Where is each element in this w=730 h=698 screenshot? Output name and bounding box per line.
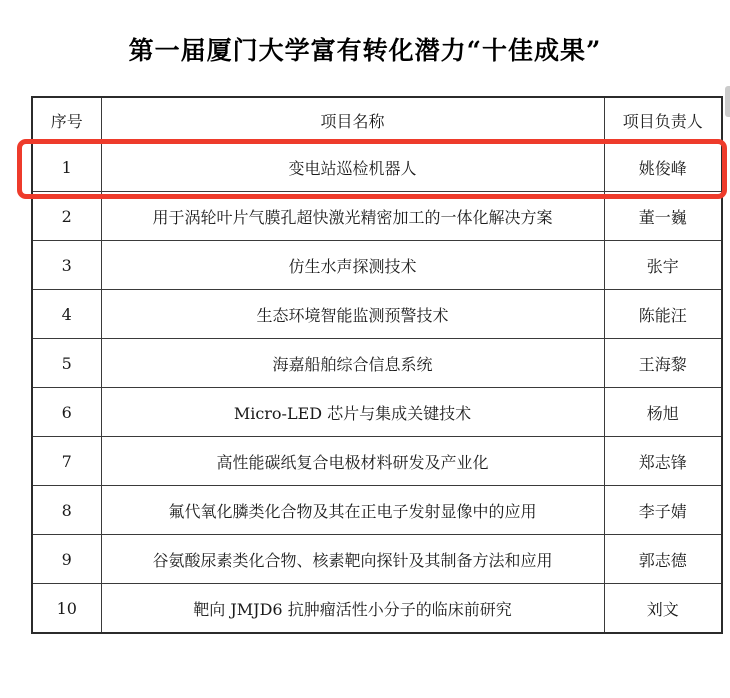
cell-serial-number: 5 (32, 339, 101, 388)
cell-project-leader: 姚俊峰 (604, 143, 722, 192)
cell-serial-number: 4 (32, 290, 101, 339)
table-row[interactable] (32, 584, 722, 634)
cell-serial-number: 3 (32, 241, 101, 290)
cell-project-name: 海嘉船舶综合信息系统 (101, 339, 604, 388)
cell-project-name: 用于涡轮叶片气膜孔超快激光精密加工的一体化解决方案 (101, 192, 604, 241)
cell-project-name: 仿生水声探测技术 (101, 241, 604, 290)
cell-project-leader: 陈能汪 (604, 290, 722, 339)
table-row[interactable] (32, 437, 722, 486)
cell-serial-number: 2 (32, 192, 101, 241)
cell-project-leader: 郑志锋 (604, 437, 722, 486)
cell-serial-number: 6 (32, 388, 101, 437)
cell-project-leader: 杨旭 (604, 388, 722, 437)
table-row[interactable] (32, 388, 722, 437)
cell-serial-number: 10 (32, 584, 101, 634)
cell-project-name: Micro-LED 芯片与集成关键技术 (101, 388, 604, 437)
scrollbar-thumb[interactable] (725, 86, 730, 117)
results-table (31, 96, 723, 634)
table-row[interactable] (32, 192, 722, 241)
header-project-name: 项目名称 (101, 97, 604, 143)
header-serial-number: 序号 (32, 97, 101, 143)
table-row[interactable] (32, 535, 722, 584)
table-row[interactable] (32, 339, 722, 388)
cell-serial-number: 9 (32, 535, 101, 584)
cell-project-leader: 刘文 (604, 584, 722, 634)
cell-project-leader: 董一巍 (604, 192, 722, 241)
cell-project-name: 高性能碳纸复合电极材料研发及产业化 (101, 437, 604, 486)
cell-project-name: 谷氨酸尿素类化合物、核素靶向探针及其制备方法和应用 (101, 535, 604, 584)
cell-project-leader: 郭志德 (604, 535, 722, 584)
cell-serial-number: 8 (32, 486, 101, 535)
table-row[interactable] (32, 143, 722, 192)
cell-project-leader: 王海黎 (604, 339, 722, 388)
table-row[interactable] (32, 486, 722, 535)
header-project-leader: 项目负责人 (604, 97, 722, 143)
cell-project-name: 靶向 JMJD6 抗肿瘤活性小分子的临床前研究 (101, 584, 604, 634)
table-row[interactable] (32, 290, 722, 339)
cell-project-name: 变电站巡检机器人 (101, 143, 604, 192)
cell-project-leader: 李子婧 (604, 486, 722, 535)
page-title: 第一届厦门大学富有转化潜力“十佳成果” (128, 36, 602, 65)
cell-serial-number: 7 (32, 437, 101, 486)
cell-project-name: 生态环境智能监测预警技术 (101, 290, 604, 339)
table-header-row (32, 97, 722, 143)
cell-project-name: 氟代氧化膦类化合物及其在正电子发射显像中的应用 (101, 486, 604, 535)
table-row[interactable] (32, 241, 722, 290)
cell-serial-number: 1 (32, 143, 101, 192)
cell-project-leader: 张宇 (604, 241, 722, 290)
